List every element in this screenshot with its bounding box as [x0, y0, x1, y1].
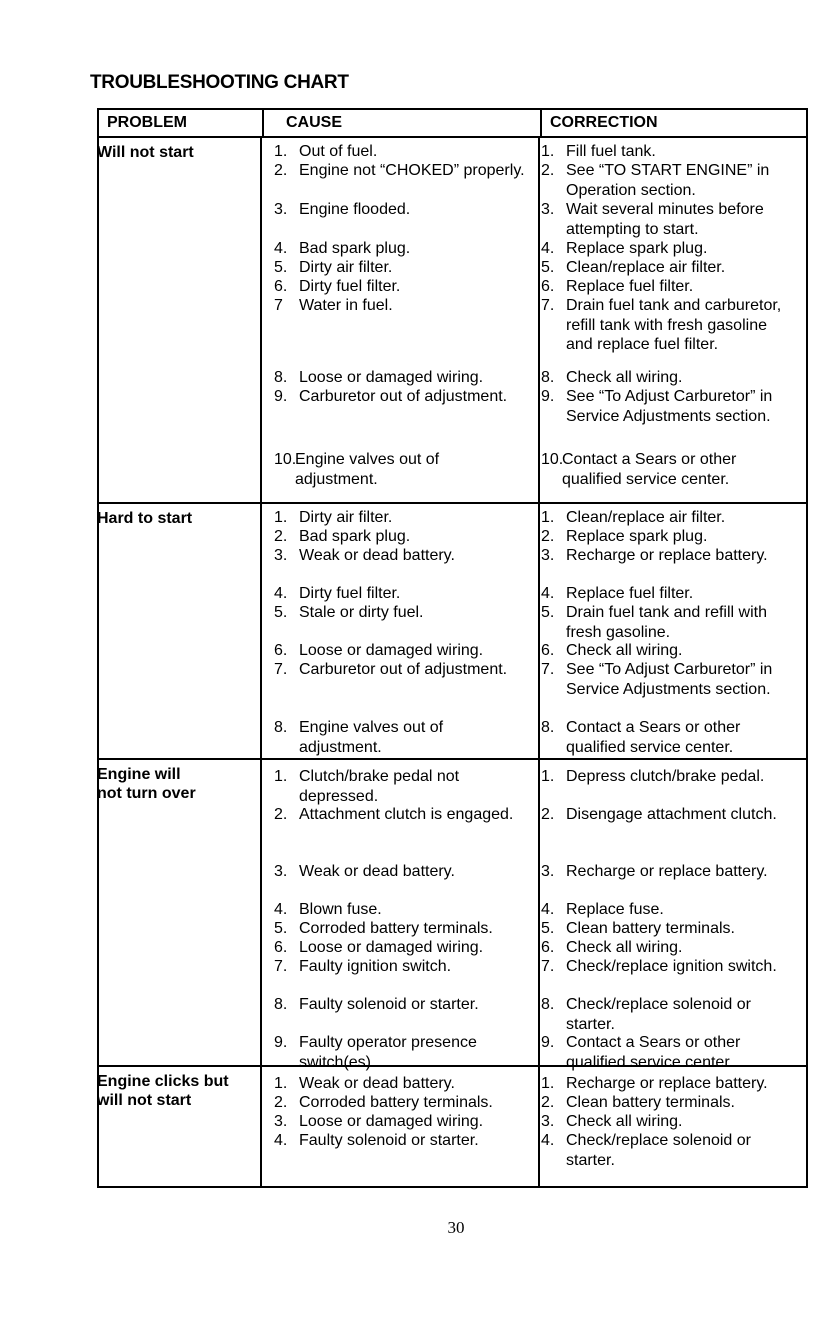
cause-item — [274, 1131, 529, 1151]
correction-item-text: Replace fuel filter. — [566, 278, 694, 295]
cause-item — [274, 584, 529, 604]
cause-item-number: 4. — [274, 240, 288, 257]
correction-item — [541, 584, 798, 604]
troubleshooting-table — [97, 108, 808, 1188]
cause-item-text: Stale or dirty fuel. — [299, 604, 424, 621]
correction-item-number: 2. — [541, 162, 555, 179]
correction-item — [541, 900, 798, 920]
cause-item-number: 3. — [274, 547, 288, 564]
cause-item — [274, 296, 529, 316]
cause-item-number: 3. — [274, 1113, 288, 1130]
cause-item-text: Weak or dead battery. — [299, 863, 455, 880]
correction-item — [541, 1112, 798, 1132]
cause-item-text: Engine valves out of adjustment. — [299, 719, 444, 756]
cause-item — [274, 660, 529, 680]
correction-item-text: See “To Adjust Carburetor” in Service Adjustments section. — [566, 661, 773, 698]
correction-item-text: Fill fuel tank. — [566, 143, 656, 160]
correction-item — [541, 995, 798, 1034]
cause-item-number: 1. — [274, 768, 288, 785]
correction-item-text: Clean battery terminals. — [566, 920, 735, 937]
correction-list — [538, 1067, 806, 1186]
table-header-row — [99, 110, 806, 138]
correction-item-number: 6. — [541, 939, 555, 956]
cause-item — [274, 368, 529, 388]
cause-item-number: 5. — [274, 259, 288, 276]
correction-item-text: Drain fuel tank and refill with fresh gasoline. — [566, 604, 767, 641]
correction-item-text: Drain fuel tank and carburetor, refill tank with fresh gasoline and replace fuel filter. — [566, 297, 782, 353]
correction-item — [541, 957, 798, 977]
correction-item-number: 3. — [541, 863, 555, 880]
cause-item — [274, 142, 529, 162]
cause-item-number: 6. — [274, 939, 288, 956]
problem-label: Engine clicks but will not start — [97, 1073, 229, 1109]
cause-item-number: 8. — [274, 369, 288, 386]
cause-list — [260, 138, 538, 502]
correction-item-text: Check all wiring. — [566, 939, 683, 956]
cause-item-number: 4. — [274, 1132, 288, 1149]
cause-item — [274, 1074, 529, 1094]
cause-item-number: 2. — [274, 528, 288, 545]
cause-item — [274, 957, 529, 977]
correction-item — [541, 277, 798, 297]
correction-item — [541, 1131, 798, 1170]
cause-list — [260, 760, 538, 1071]
correction-item — [541, 296, 798, 355]
correction-item-number: 3. — [541, 201, 555, 218]
correction-item — [541, 919, 798, 939]
cause-item-number: 4. — [274, 585, 288, 602]
cause-item-text: Engine flooded. — [299, 201, 411, 218]
cause-item-text: Corroded battery terminals. — [299, 920, 493, 937]
correction-item — [541, 767, 798, 787]
cause-item-text: Carburetor out of adjustment. — [299, 388, 508, 405]
cause-list — [260, 1067, 538, 1186]
cause-item — [274, 258, 529, 278]
correction-item-number: 5. — [541, 259, 555, 276]
correction-item-number: 5. — [541, 920, 555, 937]
correction-item — [541, 527, 798, 547]
cause-item — [274, 239, 529, 259]
cause-item-number: 9. — [274, 388, 288, 405]
cause-item — [274, 805, 529, 825]
correction-item — [541, 546, 798, 566]
correction-item-number: 2. — [541, 1094, 555, 1111]
correction-item-number: 8. — [541, 369, 555, 386]
correction-item-text: Clean/replace air filter. — [566, 509, 726, 526]
cause-list — [260, 504, 538, 758]
correction-item — [541, 1093, 798, 1113]
header-problem: PROBLEM — [107, 114, 187, 131]
header-correction: CORRECTION — [540, 110, 806, 136]
correction-item-text: Check/replace solenoid or starter. — [566, 1132, 751, 1169]
correction-item-number: 10. — [541, 451, 564, 468]
correction-list — [538, 138, 806, 502]
cause-item-number: 2. — [274, 1094, 288, 1111]
cause-item — [274, 641, 529, 661]
correction-item-number: 4. — [541, 1132, 555, 1149]
correction-item-number: 8. — [541, 996, 555, 1013]
cause-item-number: 10. — [274, 451, 297, 468]
correction-item-text: See “To Adjust Carburetor” in Service Adjustments section. — [566, 388, 773, 425]
cause-item-text: Bad spark plug. — [299, 240, 411, 257]
correction-item-text: Check all wiring. — [566, 369, 683, 386]
correction-item-number: 6. — [541, 642, 555, 659]
cause-item-text: Dirty fuel filter. — [299, 585, 401, 602]
cause-item-number: 6. — [274, 642, 288, 659]
cause-item — [274, 508, 529, 528]
correction-item-number: 9. — [541, 388, 555, 405]
correction-item-number: 3. — [541, 547, 555, 564]
cause-item — [274, 387, 529, 407]
correction-item-text: Wait several minutes before attempting to start. — [566, 201, 764, 238]
problem-section — [99, 502, 806, 758]
cause-item-number: 1. — [274, 509, 288, 526]
correction-item — [541, 603, 798, 642]
correction-list — [538, 504, 806, 758]
correction-item — [541, 1074, 798, 1094]
correction-item-text: Recharge or replace battery. — [566, 863, 768, 880]
cause-item-number: 3. — [274, 201, 288, 218]
correction-item — [541, 450, 794, 489]
cause-item — [274, 277, 529, 297]
correction-item — [541, 805, 798, 825]
correction-item-number: 2. — [541, 806, 555, 823]
correction-item-number: 7. — [541, 297, 555, 314]
correction-item — [541, 718, 798, 757]
cause-item-text: Engine not “CHOKED” properly. — [299, 162, 525, 179]
cause-item — [274, 718, 529, 757]
cause-item-text: Clutch/brake pedal not depressed. — [299, 768, 460, 805]
correction-item-number: 5. — [541, 604, 555, 621]
cause-item — [274, 450, 525, 489]
correction-item-number: 1. — [541, 1075, 555, 1092]
cause-item-text: Dirty air filter. — [299, 509, 393, 526]
correction-item — [541, 142, 798, 162]
cause-item — [274, 900, 529, 920]
cause-item-number: 8. — [274, 996, 288, 1013]
correction-item-text: Clean/replace air filter. — [566, 259, 726, 276]
cause-item-number: 5. — [274, 920, 288, 937]
cause-item — [274, 546, 529, 566]
correction-item-number: 9. — [541, 1034, 555, 1051]
correction-item-number: 7. — [541, 958, 555, 975]
correction-item-text: Replace fuse. — [566, 901, 664, 918]
cause-item-text: Bad spark plug. — [299, 528, 411, 545]
correction-item-text: Replace spark plug. — [566, 528, 708, 545]
correction-item-number: 1. — [541, 509, 555, 526]
cause-item-number: 7. — [274, 661, 288, 678]
problem-label: Will not start — [97, 144, 194, 161]
correction-item-number: 7. — [541, 661, 555, 678]
cause-item-text: Corroded battery terminals. — [299, 1094, 493, 1111]
correction-item-text: Recharge or replace battery. — [566, 1075, 768, 1092]
correction-item — [541, 368, 798, 388]
correction-item — [541, 161, 798, 200]
correction-item — [541, 258, 798, 278]
correction-item-text: Recharge or replace battery. — [566, 547, 768, 564]
correction-item-number: 1. — [541, 143, 555, 160]
cause-item-number: 5. — [274, 604, 288, 621]
correction-item — [541, 239, 798, 259]
problem-label: Engine will not turn over — [97, 766, 196, 802]
correction-item-text: Replace spark plug. — [566, 240, 708, 257]
cause-item-number: 8. — [274, 719, 288, 736]
correction-item-text: Disengage attachment clutch. — [566, 806, 777, 823]
cause-item — [274, 862, 529, 882]
correction-item-number: 4. — [541, 585, 555, 602]
cause-item-number: 6. — [274, 278, 288, 295]
correction-item — [541, 508, 798, 528]
correction-item-number: 4. — [541, 901, 555, 918]
cause-item-number: 7 — [274, 297, 283, 314]
correction-item-text: Depress clutch/brake pedal. — [566, 768, 765, 785]
cause-item-text: Faulty solenoid or starter. — [299, 996, 479, 1013]
page-number: 30 — [447, 1218, 465, 1237]
correction-item — [541, 862, 798, 882]
cause-item-number: 4. — [274, 901, 288, 918]
problem-section — [99, 1065, 806, 1186]
cause-item — [274, 919, 529, 939]
cause-item-number: 7. — [274, 958, 288, 975]
cause-item-text: Attachment clutch is engaged. — [299, 806, 514, 823]
problem-section — [99, 138, 806, 502]
cause-item-text: Loose or damaged wiring. — [299, 939, 484, 956]
correction-item — [541, 641, 798, 661]
problem-label: Hard to start — [97, 510, 193, 527]
cause-item-text: Weak or dead battery. — [299, 547, 455, 564]
correction-item — [541, 200, 798, 239]
correction-item-number: 8. — [541, 719, 555, 736]
cause-item-number: 9. — [274, 1034, 288, 1051]
correction-item-text: Clean battery terminals. — [566, 1094, 735, 1111]
cause-item — [274, 995, 529, 1015]
cause-item-text: Engine valves out of adjustment. — [295, 451, 440, 488]
correction-item-text: See “TO START ENGINE” in Operation section. — [566, 162, 770, 199]
cause-item-text: Loose or damaged wiring. — [299, 369, 484, 386]
cause-item-text: Water in fuel. — [299, 297, 393, 314]
correction-item-text: Contact a Sears or other qualified service center. — [562, 451, 737, 488]
cause-item — [274, 1112, 529, 1132]
correction-item-text: Check all wiring. — [566, 642, 683, 659]
cause-item-text: Faulty ignition switch. — [299, 958, 452, 975]
cause-item-text: Loose or damaged wiring. — [299, 642, 484, 659]
cause-item-text: Weak or dead battery. — [299, 1075, 455, 1092]
correction-item — [541, 938, 798, 958]
correction-item-number: 1. — [541, 768, 555, 785]
cause-item — [274, 1093, 529, 1113]
correction-item-text: Check all wiring. — [566, 1113, 683, 1130]
cause-item-text: Blown fuse. — [299, 901, 382, 918]
cause-item-text: Carburetor out of adjustment. — [299, 661, 508, 678]
correction-item-text: Check/replace solenoid or starter. — [566, 996, 751, 1033]
cause-item — [274, 767, 529, 806]
cause-item-number: 1. — [274, 143, 288, 160]
correction-item-number: 4. — [541, 240, 555, 257]
cause-item-text: Dirty fuel filter. — [299, 278, 401, 295]
cause-item — [274, 161, 529, 181]
correction-item-number: 2. — [541, 528, 555, 545]
header-cause: CAUSE — [262, 110, 540, 136]
cause-item-text: Dirty air filter. — [299, 259, 393, 276]
correction-list — [538, 760, 806, 1071]
correction-item — [541, 387, 798, 426]
cause-item — [274, 527, 529, 547]
cause-item-text: Out of fuel. — [299, 143, 378, 160]
problem-section — [97, 758, 806, 1071]
cause-item-number: 2. — [274, 806, 288, 823]
page-title: TROUBLESHOOTING CHART — [90, 72, 349, 93]
cause-item-text: Loose or damaged wiring. — [299, 1113, 484, 1130]
cause-item-text: Faulty solenoid or starter. — [299, 1132, 479, 1149]
correction-item-text: Check/replace ignition switch. — [566, 958, 777, 975]
cause-item — [274, 200, 529, 220]
cause-item-number: 1. — [274, 1075, 288, 1092]
correction-item-text: Contact a Sears or other qualified service center. — [566, 1034, 741, 1071]
cause-item — [274, 938, 529, 958]
correction-item-number: 3. — [541, 1113, 555, 1130]
correction-item-text: Replace fuel filter. — [566, 585, 694, 602]
cause-item-number: 2. — [274, 162, 288, 179]
correction-item — [541, 660, 798, 699]
cause-item-number: 3. — [274, 863, 288, 880]
correction-item-number: 6. — [541, 278, 555, 295]
correction-item-text: Contact a Sears or other qualified service center. — [566, 719, 741, 756]
cause-item-text: Faulty operator presence switch(es). — [299, 1034, 477, 1071]
cause-item — [274, 603, 529, 623]
